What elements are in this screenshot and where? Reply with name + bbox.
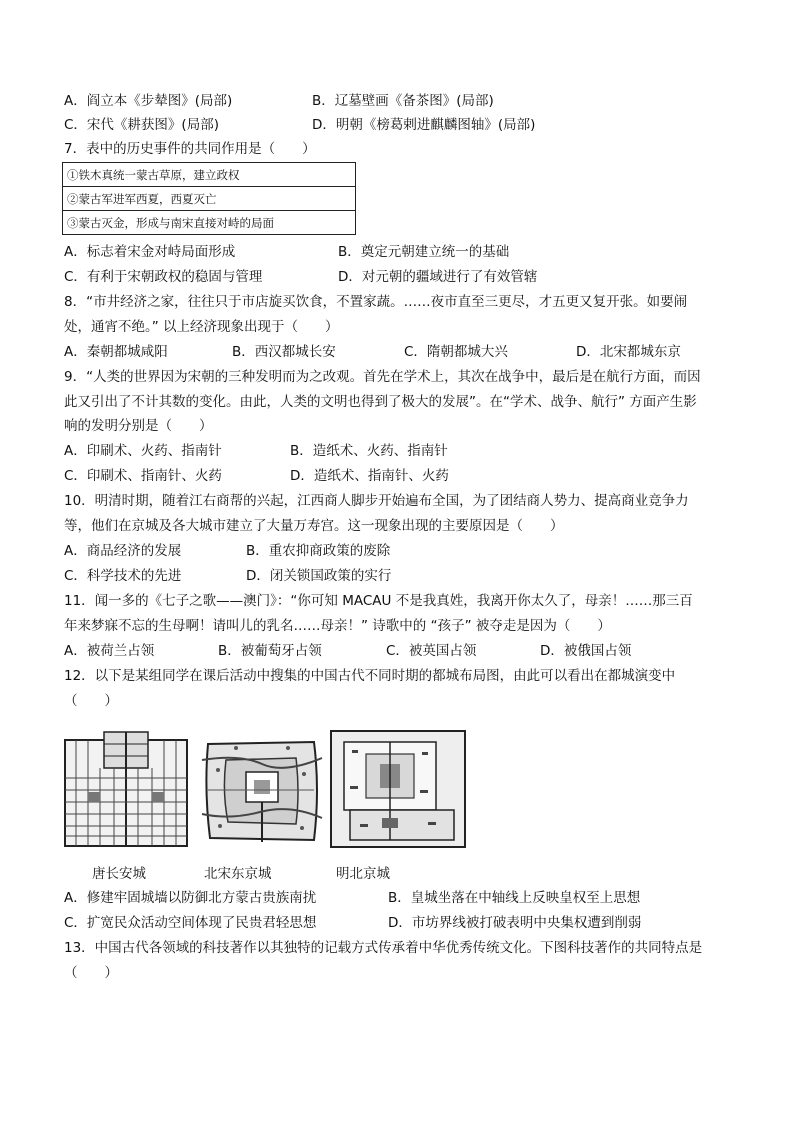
q9-option-b[interactable]: B．造纸术、火药、指南针 [290,443,448,459]
q6-option-b[interactable]: B．辽墓壁画《备茶图》(局部) [312,93,494,109]
q7-events-table [62,162,356,235]
q10-option-d[interactable]: D．闭关锁国政策的实行 [246,568,392,584]
q9-option-c[interactable]: C．印刷术、指南针、火药 [64,468,222,484]
q8-option-c[interactable]: C．隋朝都城大兴 [404,344,508,360]
q12-option-b[interactable]: B．皇城坐落在中轴线上反映皇权至上思想 [388,890,641,906]
q10-option-a[interactable]: A．商品经济的发展 [64,543,182,559]
q7-stem: 7．表中的历史事件的共同作用是（ ） [64,141,316,157]
q12-option-d[interactable]: D．市坊界线被打破表明中央集权遭到削弱 [388,915,642,931]
q12-stem-line2: （ ） [64,693,118,709]
q7-event-1: ①铁木真统一蒙古草原，建立政权 [63,163,356,187]
q6-option-a[interactable]: A．阎立本《步辇图》(局部) [64,93,233,109]
q9-stem-line1: 9．“人类的世界因为宋朝的三种发明而为之改观。首先在学术上，其次在战争中，最后是在航行方面，而因 [64,369,701,385]
q11-option-c[interactable]: C．被英国占领 [386,643,477,659]
q12-option-a[interactable]: A．修建牢固城墙以防御北方蒙古贵族南扰 [64,890,317,906]
ming-beijing-map [330,730,466,848]
caption-song-dongjing: 北宋东京城 [204,866,272,882]
q8-stem-line2: 处，通宵不绝。” 以上经济现象出现于（ ） [64,319,339,335]
q8-stem-line1: 8．“市井经济之家，往往只于市店旋买饮食，不置家蔬。……夜市直至三更尽，才五更又复开张。如要闹 [64,294,688,310]
q8-option-a[interactable]: A．秦朝都城咸阳 [64,344,168,360]
q8-option-d[interactable]: D．北宋都城东京 [576,344,681,360]
song-dongjing-map [200,730,324,848]
tang-changan-map [64,730,188,848]
q9-stem-line3: 响的发明分别是（ ） [64,418,213,434]
q7-option-c[interactable]: C．有利于宋朝政权的稳固与管理 [64,269,263,285]
q7-option-a[interactable]: A．标志着宋金对峙局面形成 [64,244,236,260]
q7-option-d[interactable]: D．对元朝的疆域进行了有效管辖 [338,269,538,285]
caption-tang-changan: 唐长安城 [92,866,146,882]
q13-stem-line1: 13．中国古代各领域的科技著作以其独特的记载方式传承着中华优秀传统文化。下图科技著作的共同特点是 [64,940,703,956]
q9-option-a[interactable]: A．印刷术、火药、指南针 [64,443,222,459]
q6-option-c[interactable]: C．宋代《耕获图》(局部) [64,117,219,133]
q11-stem-line1: 11．闻一多的《七子之歌——澳门》：“你可知 MACAU 不是我真姓，我离开你太久了，母亲！……那三百 [64,593,693,609]
q10-stem-line2: 等，他们在京城及各大城市建立了大量万寿宫。这一现象出现的主要原因是（ ） [64,518,564,534]
q8-option-b[interactable]: B．西汉都城长安 [232,344,336,360]
q6-option-d[interactable]: D．明朝《榜葛剌进麒麟图轴》(局部) [312,117,536,133]
q7-event-2: ②蒙古军进军西夏，西夏灭亡 [63,187,356,211]
q12-option-c[interactable]: C．扩宽民众活动空间体现了民贵君轻思想 [64,915,317,931]
q7-option-b[interactable]: B．奠定元朝建立统一的基础 [338,244,510,260]
q10-stem-line1: 10．明清时期，随着江右商帮的兴起，江西商人脚步开始遍布全国，为了团结商人势力、提高商业竞争力 [64,493,689,509]
table-row [63,211,356,235]
q11-option-a[interactable]: A．被荷兰占领 [64,643,155,659]
q9-option-d[interactable]: D．造纸术、指南针、火药 [290,468,449,484]
q12-stem-line1: 12．以下是某组同学在课后活动中搜集的中国古代不同时期的都城布局图，由此可以看出在都城演变中 [64,668,676,684]
table-row [63,187,356,211]
table-row [63,163,356,187]
q11-option-b[interactable]: B．被葡萄牙占领 [218,643,322,659]
q9-stem-line2: 此又引出了不计其数的变化。由此，人类的文明也得到了极大的发展”。在“学术、战争、航行” 方面产生影 [64,394,697,410]
q13-stem-line2: （ ） [64,965,118,981]
q11-option-d[interactable]: D．被俄国占领 [540,643,632,659]
q10-option-c[interactable]: C．科学技术的先进 [64,568,182,584]
q10-option-b[interactable]: B．重农抑商政策的废除 [246,543,391,559]
q11-stem-line2: 年来梦寐不忘的生母啊！请叫儿的乳名……母亲！” 诗歌中的 “孩子” 被夺走是因为（ ） [64,618,611,634]
caption-ming-beijing: 明北京城 [336,866,390,882]
q7-event-3: ③蒙古灭金，形成与南宋直接对峙的局面 [63,211,356,235]
